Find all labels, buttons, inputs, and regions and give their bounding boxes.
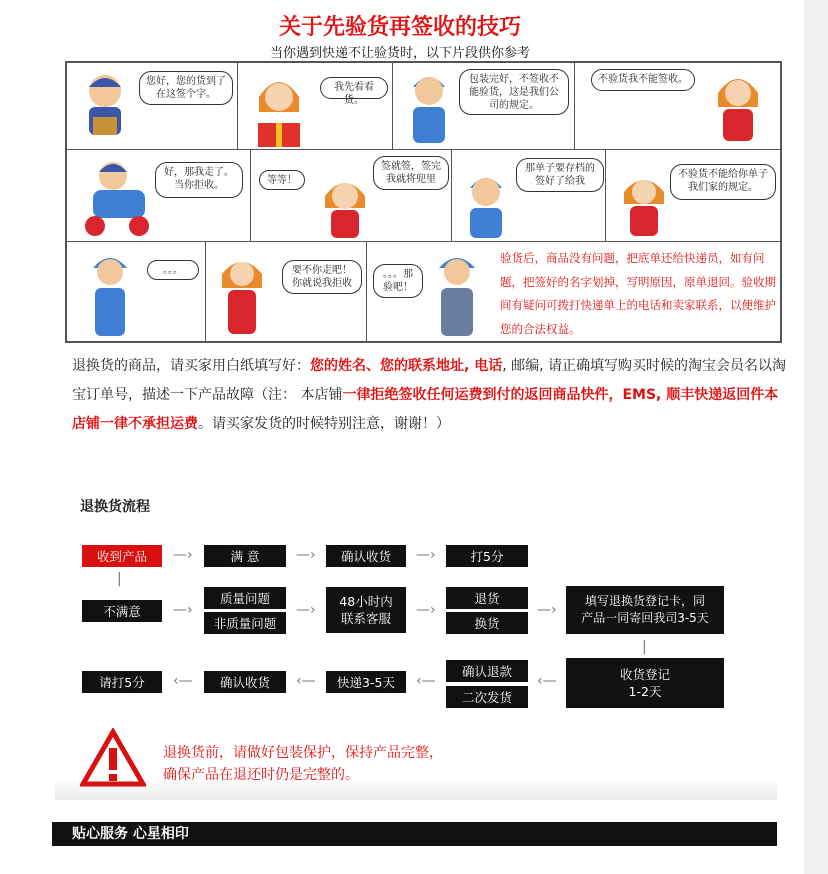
- flow-register-card: 填写退换货登记卡，同 产品一同寄回我司3-5天: [566, 586, 724, 634]
- speech-bubble: 您好，您的货到了在这签个字。: [139, 71, 233, 105]
- arrow-right-icon: —›: [537, 602, 557, 618]
- customer-with-gift: [244, 67, 314, 149]
- arrow-right-icon: —›: [296, 547, 316, 563]
- comic-panel-1: [66, 62, 238, 150]
- flow-title: 退换货流程: [80, 499, 150, 515]
- page-title: 关于先验货再签收的技巧: [278, 15, 521, 40]
- flow-resend: 二次发货: [446, 686, 528, 708]
- instructions-text-2: , 邮编, 请正确填写购买时候的淘宝会员名以淘宝订单号，描述一下产品故障（注： 本店铺: [72, 358, 787, 403]
- flow-please-rate: 请打5分: [82, 671, 162, 693]
- flow-rate-5: 打5分: [446, 545, 528, 567]
- return-instructions: [72, 352, 792, 439]
- arrow-right-icon: —›: [416, 547, 436, 563]
- arrow-down-icon: |: [642, 639, 647, 655]
- comic-panel-2: [237, 62, 393, 150]
- flow-confirm-refund: 确认退款: [446, 660, 528, 682]
- courier-character: [399, 67, 459, 149]
- comic-panel-8: [605, 149, 781, 242]
- service-banner: 贴心服务 心星相印: [52, 822, 777, 846]
- arrow-down-icon: |: [117, 571, 122, 587]
- speech-bubble: 好，那我走了。当你拒收。: [155, 162, 243, 198]
- speech-bubble: 等等！: [259, 170, 305, 190]
- warning-line-1: 退换货前，请做好包装保护，保持产品完整，: [163, 745, 443, 761]
- speech-bubble: 。。。那验吧！: [373, 264, 423, 298]
- flow-satisfied: 满 意: [204, 545, 286, 567]
- courier-on-scooter: [73, 156, 153, 240]
- comic-panel-10: [205, 241, 367, 342]
- arrow-left-icon: ‹—: [416, 673, 436, 689]
- warning-icon: [80, 728, 146, 788]
- speech-bubble: 不验货我不能签收。: [591, 69, 695, 91]
- instructions-highlight-2: 一律拒绝签收任何运费到付的返回商品快件，EMS, 顺丰快递返回件本店铺一律不承担运费: [72, 387, 779, 432]
- instructions-text-1: 退换货的商品，请买家用白纸填写好：: [72, 358, 310, 374]
- comic-panel-9: [66, 241, 206, 342]
- speech-bubble: 包装完好，不签收不能验货，这是我们公司的规定。: [459, 69, 569, 115]
- courier-character: [75, 69, 135, 149]
- flow-receive-register: 收货登记 1-2天: [566, 658, 724, 708]
- instructions-text-3: 。请买家发货的时候特别注意，谢谢！）: [198, 416, 450, 432]
- arrow-right-icon: —›: [173, 602, 193, 618]
- warning-line-2: 确保产品在退还时仍是完整的。: [163, 767, 359, 783]
- inspection-notice: 验货后，商品没有问题，把底单还给快递员，如有问题，把签好的名字划掉，写明原因，原单退回。验收期间有疑问可拨打快递单上的电话和卖家联系，以便维护您的合法权益。: [500, 251, 776, 336]
- page-subtitle: 当你遇到快递不让验货时，以下片段供你参考: [269, 46, 530, 61]
- speech-bubble: 要不你走吧！你就说我拒收: [282, 260, 362, 294]
- right-edge-strip: [804, 0, 828, 874]
- arrow-right-icon: —›: [416, 602, 436, 618]
- instructions-highlight-1: 您的姓名、您的联系地址, 电话: [310, 358, 503, 374]
- warning-text: [163, 742, 443, 786]
- arrow-left-icon: ‹—: [296, 673, 316, 689]
- comic-panel-3: [392, 62, 575, 150]
- speech-bubble: 签就签，签完我就将兜里: [373, 156, 449, 190]
- flow-quality-issue: 质量问题: [204, 587, 286, 609]
- comic-panel-4: [574, 62, 781, 150]
- courier-character: [456, 168, 516, 242]
- flow-confirm-receipt-2: 确认收货: [204, 671, 286, 693]
- speech-bubble: 我先看看货。: [320, 77, 388, 99]
- comic-panel-7: [451, 149, 606, 242]
- arrow-left-icon: ‹—: [173, 673, 193, 689]
- arrow-right-icon: —›: [296, 602, 316, 618]
- flow-exchange: 换货: [446, 612, 528, 634]
- flow-express: 快递3-5天: [326, 671, 406, 693]
- speech-bubble: 不验货不能给你单子我们家的规定。: [670, 164, 776, 200]
- courier-thinking: [429, 248, 485, 340]
- comic-panel-11: [366, 241, 490, 342]
- arrow-right-icon: —›: [173, 547, 193, 563]
- customer-character: [703, 65, 773, 149]
- flow-receive: 收到产品: [82, 545, 162, 567]
- flow-confirm-receipt: 确认收货: [326, 545, 406, 567]
- flow-contact-support: 48小时内 联系客服: [326, 587, 406, 633]
- customer-character: [614, 168, 674, 242]
- comic-panel-6: [250, 149, 452, 242]
- speech-bubble: 。。。: [147, 260, 199, 280]
- arrow-left-icon: ‹—: [537, 673, 557, 689]
- flow-return: 退货: [446, 587, 528, 609]
- courier-character: [85, 248, 135, 340]
- speech-bubble: 那单子要存档的签好了给我: [516, 158, 604, 192]
- customer-character: [212, 250, 272, 340]
- flow-unsatisfied: 不满意: [82, 600, 162, 622]
- comic-panel-5: [66, 149, 251, 242]
- flow-non-quality-issue: 非质量问题: [204, 612, 286, 634]
